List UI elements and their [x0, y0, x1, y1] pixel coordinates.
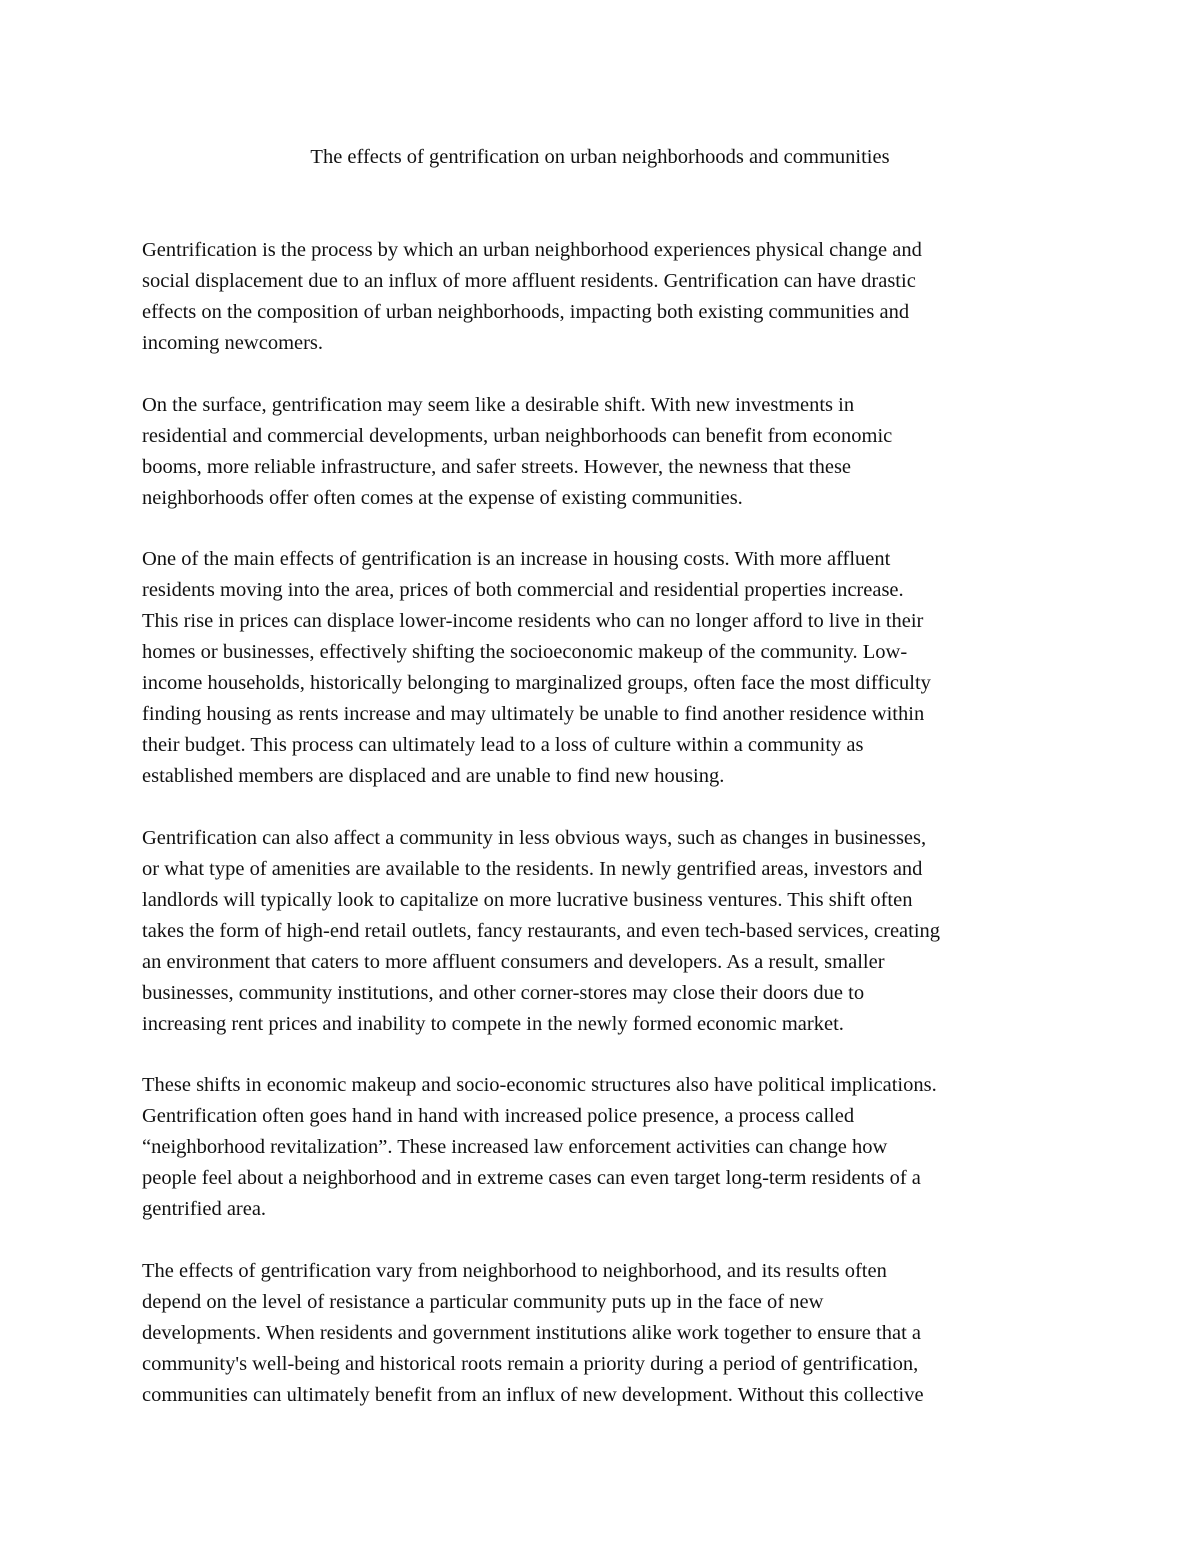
text-line: an environment that caters to more affluent consumers and developers. As a result, smaller [142, 950, 885, 973]
text-line: One of the main effects of gentrification is an increase in housing costs. With more affluent [142, 548, 891, 570]
document-body [142, 235, 1072, 1441]
body-paragraph [142, 544, 1072, 792]
text-line: community's well-being and historical roots remain a priority during a period of gentrification, [142, 1352, 919, 1375]
text-line: “neighborhood revitalization”. These increased law enforcement activities can change how [142, 1136, 888, 1158]
text-line: people feel about a neighborhood and in extreme cases can even target long-term residents of a [142, 1167, 921, 1189]
text-line: developments. When residents and government institutions alike work together to ensure that a [142, 1321, 921, 1344]
text-line: homes or businesses, effectively shifting the socioeconomic makeup of the community. Low- [142, 641, 908, 663]
text-line: finding housing as rents increase and may ultimately be unable to find another residence within [142, 703, 925, 725]
text-line: their budget. This process can ultimately lead to a loss of culture within a community as [142, 734, 864, 756]
text-line: Gentrification often goes hand in hand with increased police presence, a process called [142, 1105, 855, 1127]
text-line: gentrified area. [142, 1198, 267, 1220]
text-line: communities can ultimately benefit from an influx of new development. Without this collective [142, 1383, 924, 1406]
body-paragraph [142, 823, 1072, 1040]
text-line: On the surface, gentrification may seem like a desirable shift. With new investments in [142, 393, 855, 416]
text-line: booms, more reliable infrastructure, and safer streets. However, the newness that these [142, 455, 852, 478]
text-line: Gentrification is the process by which an urban neighborhood experiences physical change and [142, 239, 922, 261]
body-paragraph [142, 1256, 1072, 1411]
body-paragraph [142, 235, 1072, 359]
text-line: This rise in prices can displace lower-income residents who can no longer afford to live in their [142, 610, 924, 632]
text-line: residents moving into the area, prices of both commercial and residential properties increase. [142, 579, 904, 601]
text-line: effects on the composition of urban neighborhoods, impacting both existing communities and [142, 301, 910, 323]
text-line: incoming newcomers. [142, 332, 324, 354]
text-line: neighborhoods offer often comes at the expense of existing communities. [142, 486, 743, 509]
text-line: residential and commercial developments, urban neighborhoods can benefit from economic [142, 424, 893, 447]
text-line: or what type of amenities are available to the residents. In newly gentrified areas, investors and [142, 857, 923, 880]
text-line: landlords will typically look to capitalize on more lucrative business ventures. This shift often [142, 888, 913, 911]
text-line: The effects of gentrification vary from neighborhood to neighborhood, and its results often [142, 1259, 887, 1282]
text-line: income households, historically belonging to marginalized groups, often face the most difficulty [142, 672, 931, 694]
text-line: businesses, community institutions, and other corner-stores may close their doors due to [142, 981, 865, 1004]
text-line: social displacement due to an influx of more affluent residents. Gentrification can have drastic [142, 270, 916, 292]
text-line: These shifts in economic makeup and socio-economic structures also have political implications. [142, 1074, 937, 1096]
text-line: depend on the level of resistance a particular community puts up in the face of new [142, 1290, 824, 1313]
body-paragraph [142, 390, 1072, 514]
text-line: takes the form of high-end retail outlets, fancy restaurants, and even tech-based services, creating [142, 919, 941, 942]
text-line: established members are displaced and are unable to find new housing. [142, 765, 725, 787]
text-line: Gentrification can also affect a community in less obvious ways, such as changes in businesses, [142, 826, 927, 849]
document-title: The effects of gentrification on urban neighborhoods and communities [310, 146, 890, 168]
body-paragraph [142, 1070, 1072, 1225]
text-line: increasing rent prices and inability to compete in the newly formed economic market. [142, 1012, 844, 1035]
